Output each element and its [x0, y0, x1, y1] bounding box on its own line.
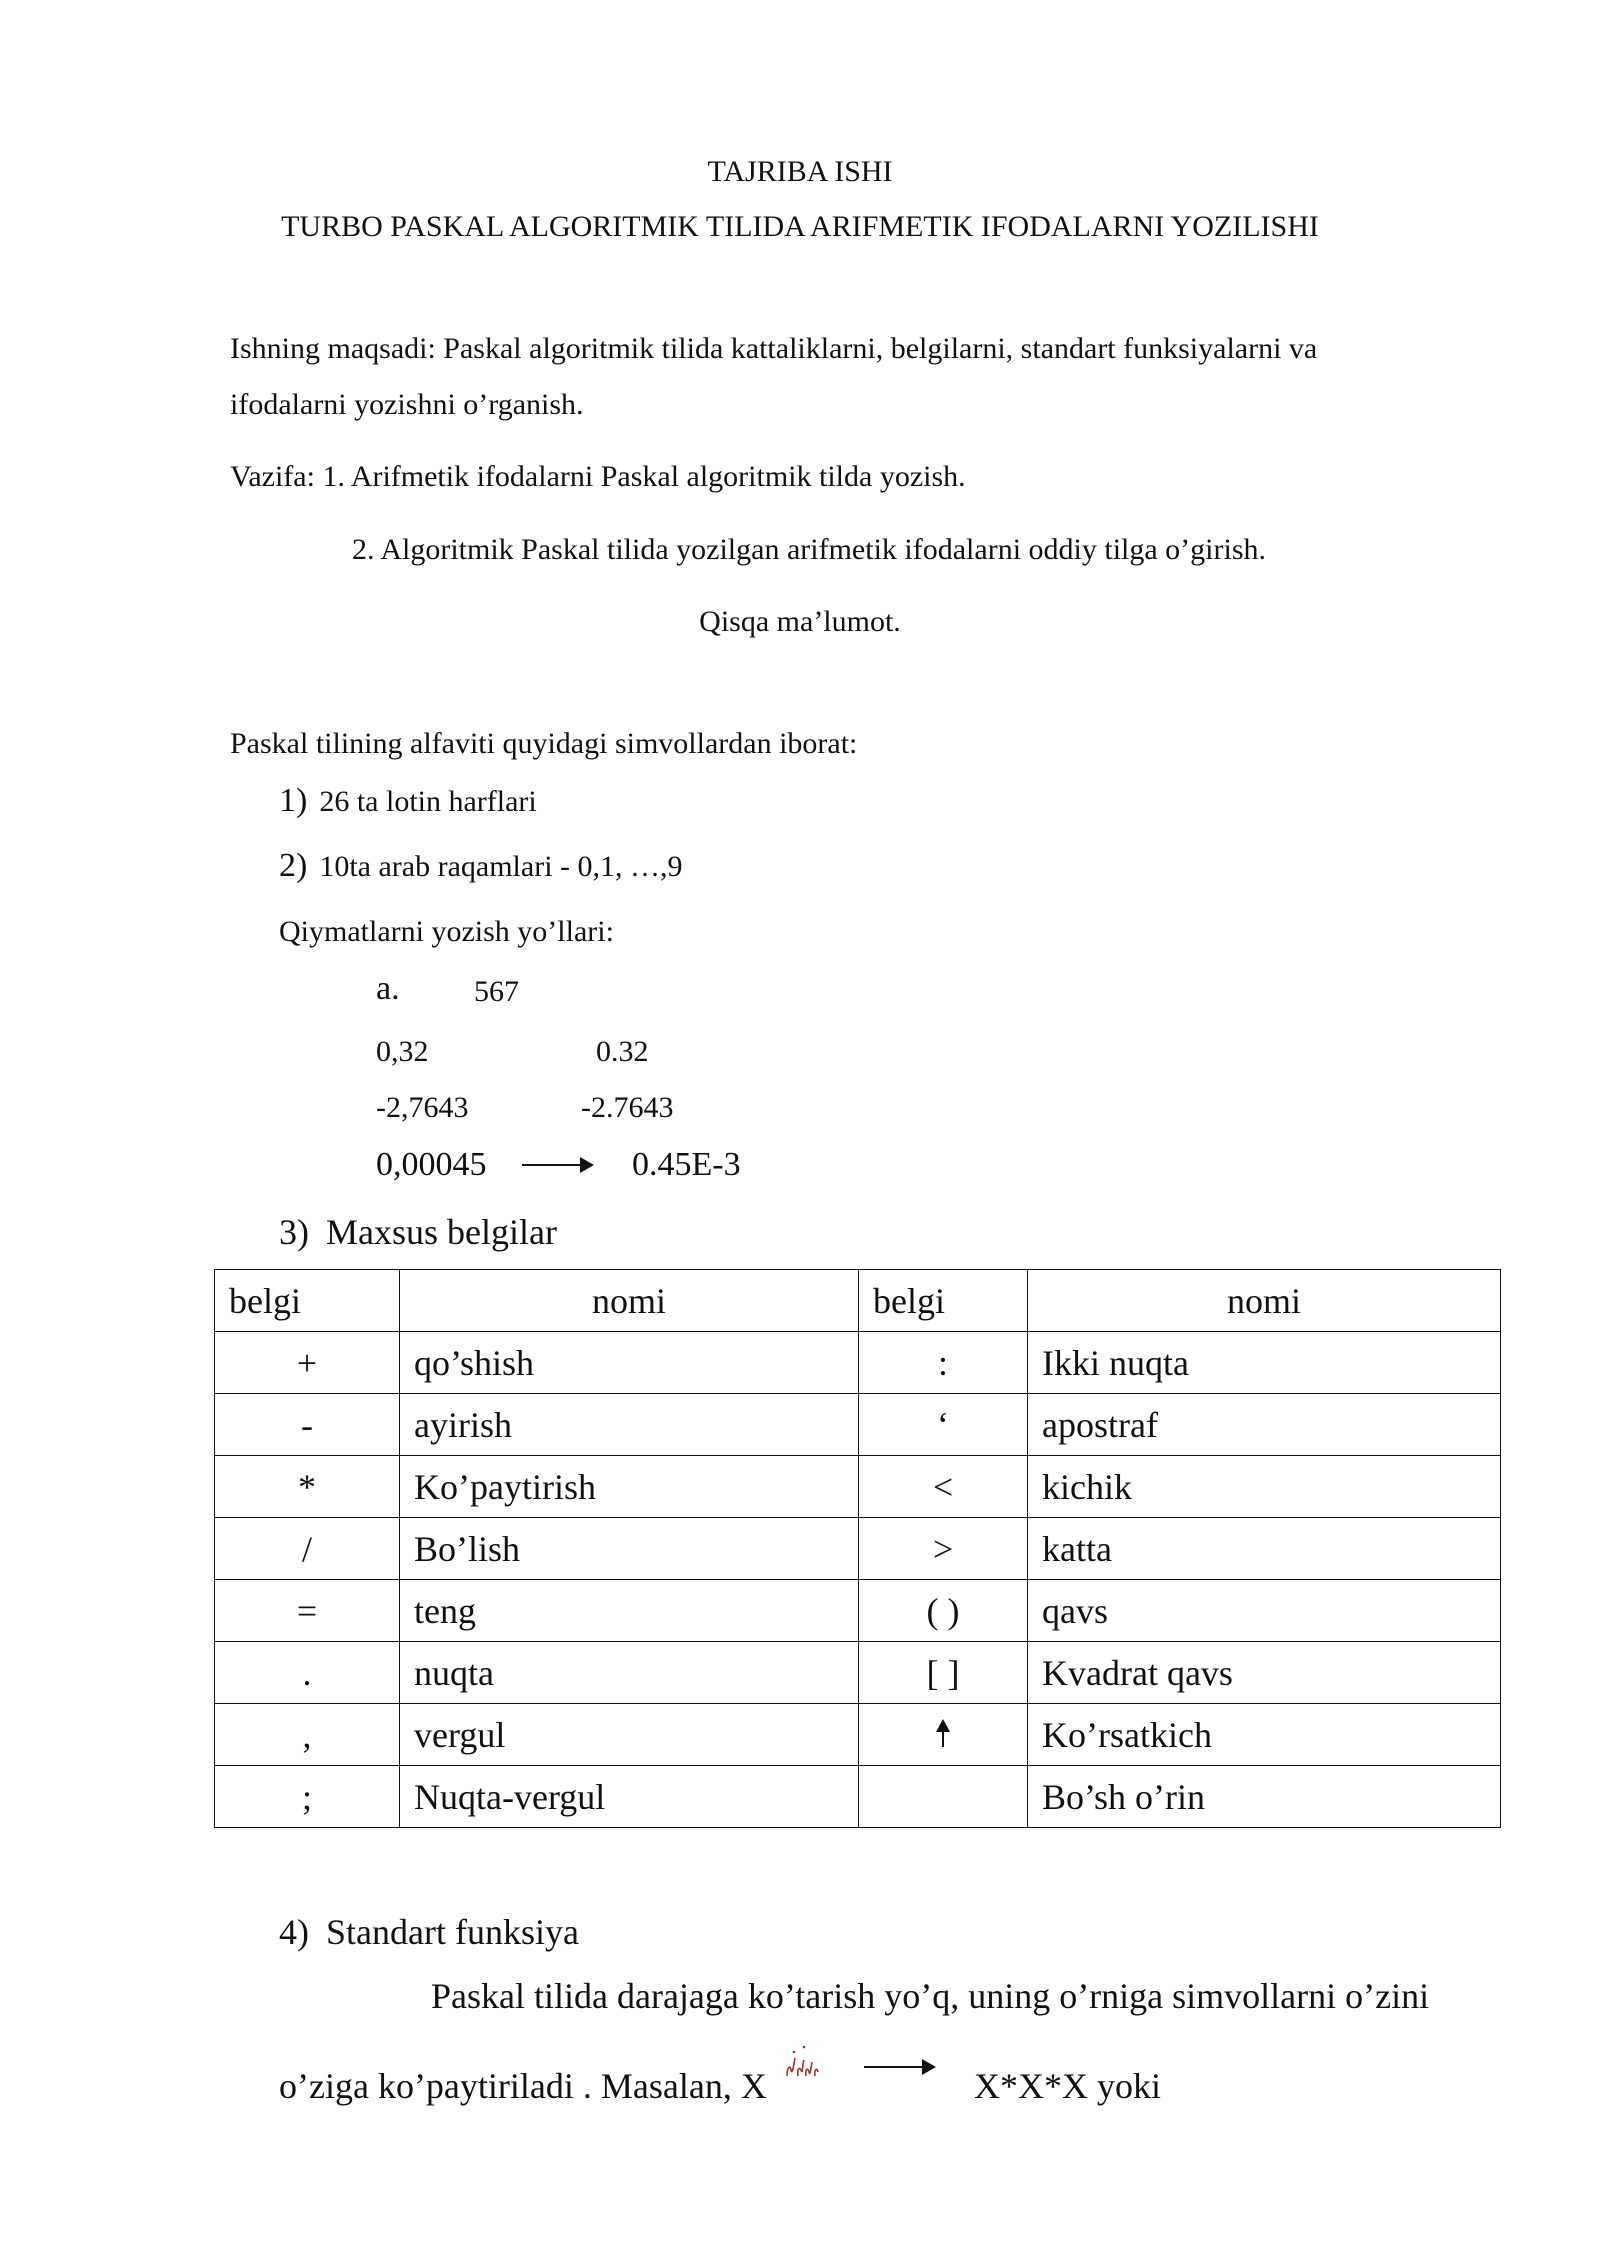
- up-arrow-icon: [935, 1719, 951, 1747]
- name-cell: ayirish: [400, 1394, 859, 1456]
- task-2: 2. Algoritmik Paskal tilida yozilgan arifmetik ifodalarni oddiy tilga o’girish.: [352, 533, 1267, 566]
- arrow-right-icon: [522, 1164, 592, 1166]
- paragraph-line-1: Paskal tilida darajaga ko’tarish yo’q, uning o’rniga simvollarni o’zini: [431, 1976, 1430, 2016]
- table-header-row: [215, 1270, 1501, 1332]
- name-cell: Ko’paytirish: [400, 1456, 859, 1518]
- info-heading: Qisqa ma’lumot.: [699, 605, 901, 638]
- table-row: [215, 1518, 1501, 1580]
- symbol-cell: [859, 1766, 1028, 1828]
- list-text: 10ta arab raqamlari - 0,1, …,9: [319, 850, 683, 883]
- list-item-functions: [279, 1911, 579, 1953]
- value-example-left: -2,7643: [376, 1091, 469, 1124]
- list-number: 1): [279, 782, 308, 819]
- list-number: 4): [279, 1912, 309, 1952]
- table-row: [215, 1394, 1501, 1456]
- name-cell: apostraf: [1028, 1394, 1501, 1456]
- table-row: [215, 1766, 1501, 1828]
- name-cell: Nuqta-vergul: [400, 1766, 859, 1828]
- paragraph-line-2: o’ziga ko’paytiriladi . Masalan, X: [279, 2066, 767, 2106]
- symbol-cell: -: [215, 1394, 400, 1456]
- page-subtitle: TURBO PASKAL ALGORITMIK TILIDA ARIFMETIK IFODALARNI YOZILISHI: [281, 210, 1319, 243]
- list-text: 26 ta lotin harflari: [319, 785, 537, 818]
- table-row: [215, 1642, 1501, 1704]
- header-cell: nomi: [1028, 1270, 1501, 1332]
- name-cell: kichik: [1028, 1456, 1501, 1518]
- symbol-cell: <: [859, 1456, 1028, 1518]
- symbol-cell: .: [215, 1642, 400, 1704]
- name-cell: vergul: [400, 1704, 859, 1766]
- list-text: Standart funksiya: [326, 1912, 579, 1952]
- table-row: [215, 1332, 1501, 1394]
- name-cell: Bo’lish: [400, 1518, 859, 1580]
- name-cell: qo’shish: [400, 1332, 859, 1394]
- goal-line-1: Ishning maqsadi: Paskal algoritmik tilida kattaliklarni, belgilarni, standart funksiyalarni va: [230, 332, 1318, 365]
- value-example-left: 0,32: [376, 1035, 429, 1068]
- task-1: Vazifa: 1. Arifmetik ifodalarni Paskal algoritmik tilda yozish.: [230, 460, 966, 493]
- list-text: Maxsus belgilar: [326, 1212, 557, 1252]
- list-item-letters: [279, 782, 537, 820]
- name-cell: katta: [1028, 1518, 1501, 1580]
- symbol-cell: +: [215, 1332, 400, 1394]
- symbols-table: [214, 1269, 1501, 1828]
- exponent-scribble-icon: [784, 2042, 822, 2078]
- symbol-cell: >: [859, 1518, 1028, 1580]
- result-expression: X*X*X yoki: [974, 2066, 1161, 2106]
- list-item-digits: [279, 847, 683, 885]
- symbol-cell: /: [215, 1518, 400, 1580]
- header-cell: nomi: [400, 1270, 859, 1332]
- arrow-right-icon: [864, 2066, 934, 2068]
- name-cell: Kvadrat qavs: [1028, 1642, 1501, 1704]
- table-row: [215, 1704, 1501, 1766]
- alphabet-intro: Paskal tilining alfaviti quyidagi simvollardan iborat:: [230, 727, 858, 760]
- page-title: TAJRIBA ISHI: [707, 155, 893, 188]
- symbol-cell: [ ]: [859, 1642, 1028, 1704]
- table-row: [215, 1580, 1501, 1642]
- symbol-cell: ( ): [859, 1580, 1028, 1642]
- table-row: [215, 1456, 1501, 1518]
- header-cell: belgi: [215, 1270, 400, 1332]
- list-item-special: [279, 1211, 557, 1253]
- name-cell: qavs: [1028, 1580, 1501, 1642]
- list-number: 3): [279, 1212, 309, 1252]
- value-example-right: 0.32: [596, 1035, 649, 1068]
- symbol-cell: ‘: [859, 1394, 1028, 1456]
- goal-line-2: ifodalarni yozishni o’rganish.: [230, 388, 584, 421]
- symbol-cell: [859, 1704, 1028, 1766]
- symbol-cell: =: [215, 1580, 400, 1642]
- name-cell: Bo’sh o’rin: [1028, 1766, 1501, 1828]
- symbol-cell: *: [215, 1456, 400, 1518]
- value-example-right: -2.7643: [581, 1091, 674, 1124]
- name-cell: Ikki nuqta: [1028, 1332, 1501, 1394]
- symbol-cell: :: [859, 1332, 1028, 1394]
- header-cell: belgi: [859, 1270, 1028, 1332]
- name-cell: Ko’rsatkich: [1028, 1704, 1501, 1766]
- name-cell: nuqta: [400, 1642, 859, 1704]
- value-example-left: 0,00045: [376, 1146, 487, 1183]
- name-cell: teng: [400, 1580, 859, 1642]
- value-example-left: 567: [474, 975, 519, 1008]
- symbol-cell: ;: [215, 1766, 400, 1828]
- list-number: 2): [279, 847, 308, 884]
- values-heading: Qiymatlarni yozish yo’llari:: [279, 915, 614, 948]
- values-letter: a.: [376, 970, 400, 1007]
- value-example-right: 0.45E-3: [632, 1146, 741, 1183]
- symbol-cell: ,: [215, 1704, 400, 1766]
